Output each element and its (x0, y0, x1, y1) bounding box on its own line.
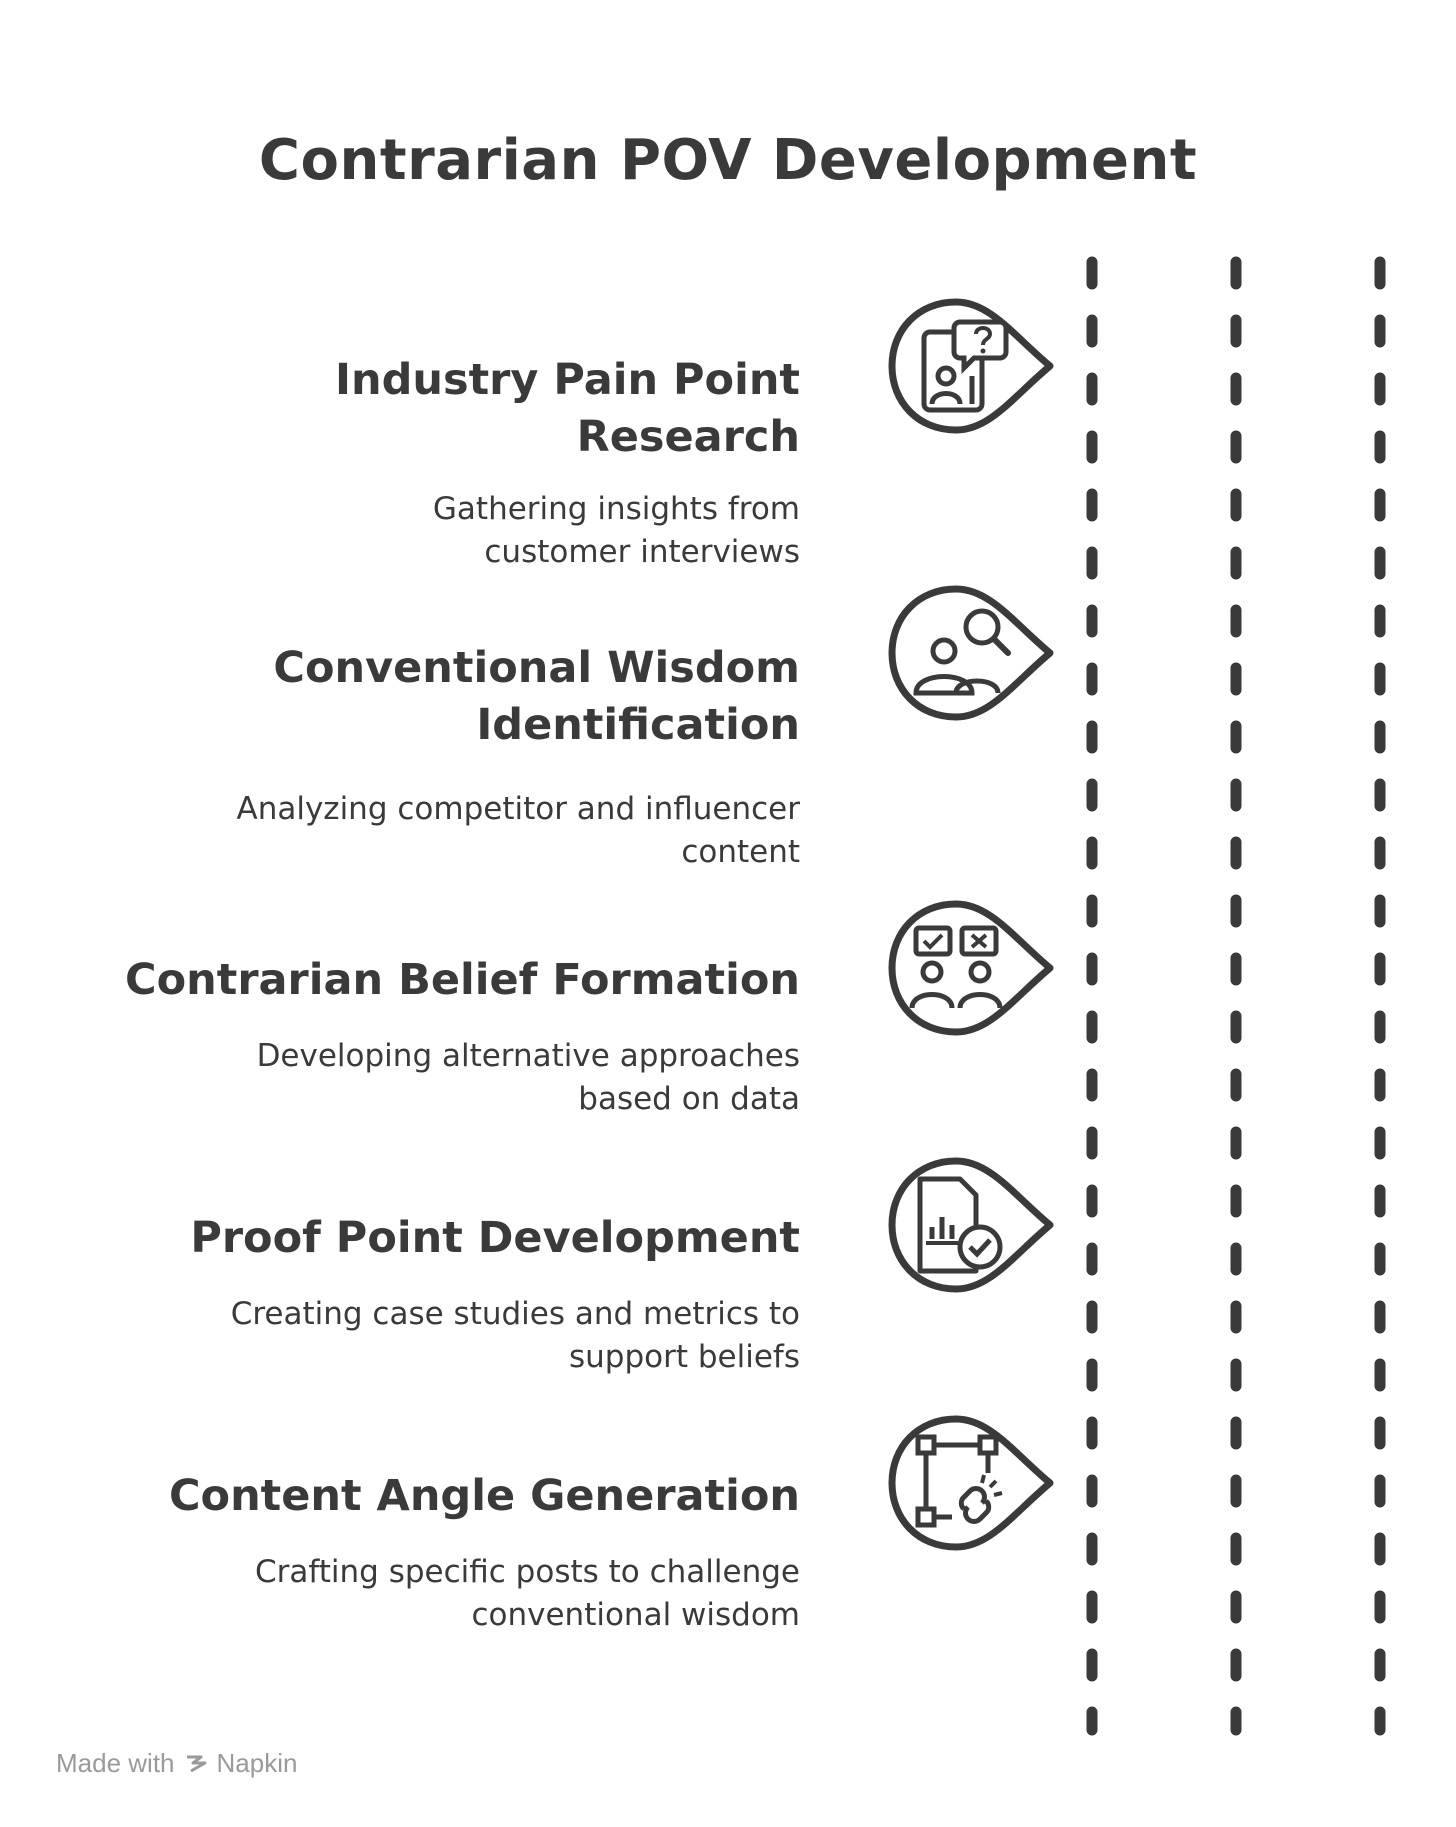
step-4-desc-line-1: Creating case studies and metrics to (230, 1296, 800, 1332)
step-2 (60, 640, 800, 874)
step-3-title-line-1: Contrarian Belief Formation (125, 955, 800, 1005)
step-4-description (60, 1293, 800, 1379)
napkin-logo-icon (183, 1751, 209, 1777)
step-4-title (60, 1210, 800, 1267)
made-with-label: Made with (56, 1748, 175, 1778)
step-3 (60, 952, 800, 1121)
step-4-desc-line-2: support beliefs (569, 1339, 800, 1375)
step-5-description (60, 1551, 800, 1637)
step-1-description (60, 488, 800, 574)
step-1-title (60, 352, 800, 466)
step-4 (60, 1210, 800, 1379)
napkin-brand: Napkin (216, 1748, 298, 1778)
step-5-title (60, 1468, 800, 1525)
step-3-desc-line-1: Developing alternative approaches (256, 1038, 800, 1074)
step-2-description (60, 788, 800, 874)
step-2-title-line-1: Conventional Wisdom (273, 643, 800, 693)
step-2-desc-line-2: content (681, 834, 800, 870)
step-2-title-line-2: Identification (476, 700, 800, 750)
step-3-desc-line-2: based on data (578, 1081, 800, 1117)
step-4-title-line-1: Proof Point Development (190, 1213, 800, 1263)
people-search-icon (886, 583, 1056, 723)
report-check-icon (886, 1155, 1056, 1295)
step-1-title-line-2: Research (576, 412, 800, 462)
interview-question-icon (886, 296, 1056, 436)
step-3-title (60, 952, 800, 1009)
step-1 (60, 352, 800, 574)
footer (56, 1748, 297, 1779)
broken-link-frame-icon (886, 1413, 1056, 1553)
step-5 (60, 1468, 800, 1637)
step-1-desc-line-1: Gathering insights from (432, 491, 800, 527)
page-title: Contrarian POV Development (258, 128, 1198, 193)
step-3-description (60, 1035, 800, 1121)
step-1-desc-line-2: customer interviews (484, 534, 800, 570)
step-2-desc-line-1: Analyzing competitor and influencer (236, 791, 800, 827)
agree-disagree-icon (886, 898, 1056, 1038)
step-5-desc-line-2: conventional wisdom (471, 1597, 800, 1633)
step-5-title-line-1: Content Angle Generation (168, 1471, 800, 1521)
step-1-title-line-1: Industry Pain Point (334, 355, 800, 405)
step-2-title (60, 640, 800, 754)
step-5-desc-line-1: Crafting specific posts to challenge (255, 1554, 800, 1590)
